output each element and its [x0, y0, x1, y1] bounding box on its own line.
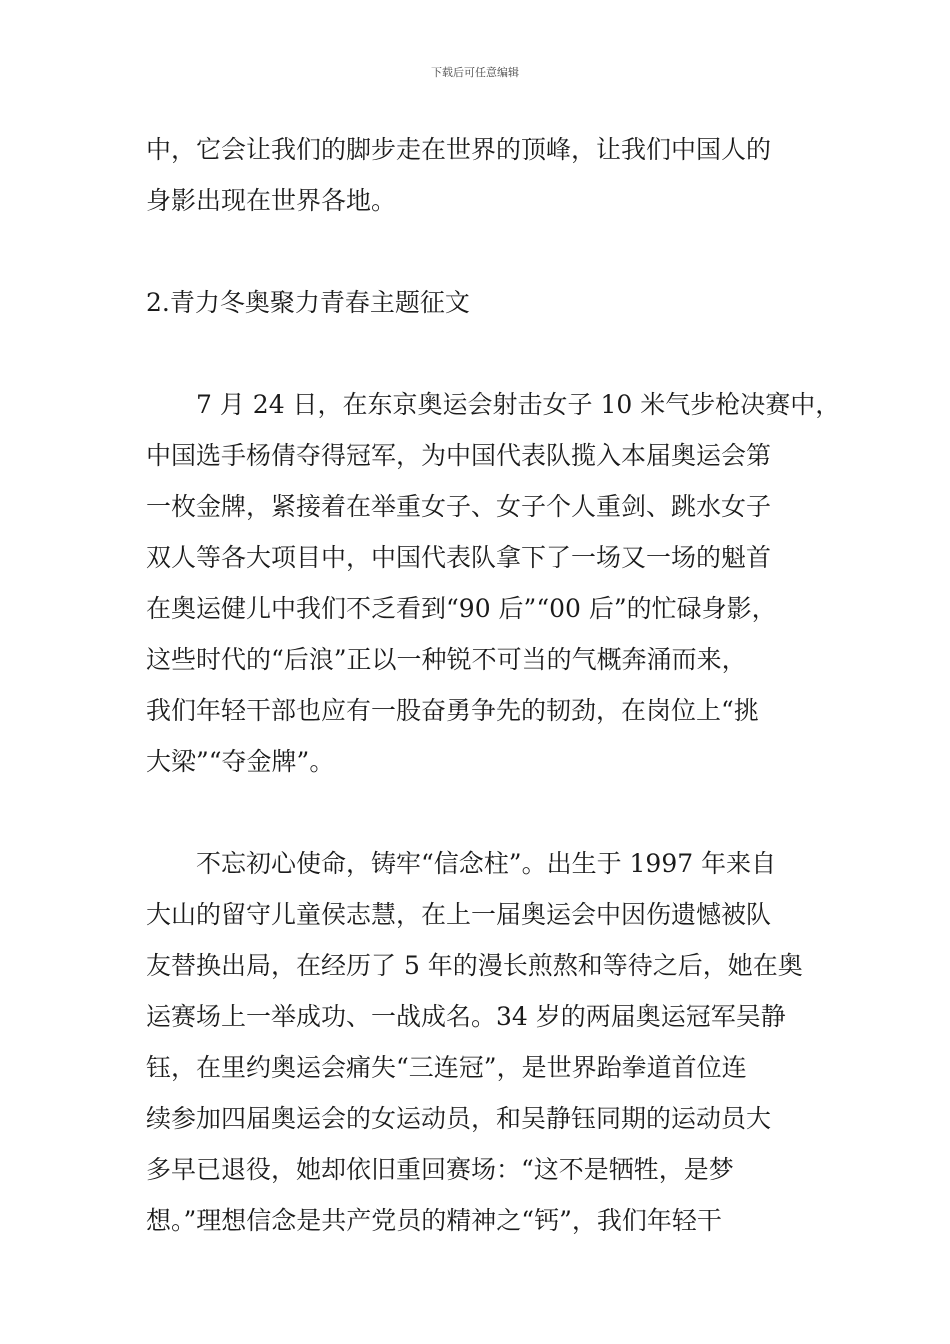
text-line: 7 月 24 日，在东京奥运会射击女子 10 米气步枪决赛中， [196, 390, 841, 419]
paragraph-gap [146, 226, 816, 277]
text-line: 大梁”“夺金牌”。 [146, 747, 335, 776]
page-header: 下载后可任意编辑 [431, 66, 519, 79]
section-heading [146, 277, 816, 328]
document-body [146, 124, 841, 1246]
text-line: 身影出现在世界各地。 [146, 186, 397, 215]
text-line: 多早已退役，她却依旧重回赛场：“这不是牺牲，是梦 [146, 1155, 734, 1184]
text-line: 双人等各大项目中，中国代表队拿下了一场又一场的魁首 [146, 543, 772, 572]
text-line: 中，它会让我们的脚步走在世界的顶峰，让我们中国人的 [146, 135, 772, 164]
paragraph-gap [146, 787, 816, 838]
heading-line: 2.青力冬奥聚力青春主题征文 [146, 288, 470, 317]
text-line: 想。”理想信念是共产党员的精神之“钙”，我们年轻干 [146, 1206, 722, 1235]
text-line: 大山的留守儿童侯志慧，在上一届奥运会中因伤遗憾被队 [146, 900, 772, 929]
text-line: 一枚金牌，紧接着在举重女子、女子个人重剑、跳水女子 [146, 492, 772, 521]
paragraph-continuation [146, 124, 816, 226]
paragraph-faith [146, 838, 816, 1246]
text-line: 中国选手杨倩夺得冠军，为中国代表队揽入本届奥运会第 [146, 441, 772, 470]
text-line: 我们年轻干部也应有一股奋勇争先的韧劲，在岗位上“挑 [146, 696, 759, 725]
paragraph-gap [146, 328, 816, 379]
text-line: 友替换出局，在经历了 5 年的漫长煎熬和等待之后，她在奥 [146, 951, 803, 980]
text-line: 钰，在里约奥运会痛失“三连冠”，是世界跆拳道首位连 [146, 1053, 747, 1082]
text-line: 运赛场上一举成功、一战成名。34 岁的两届奥运冠军吴静 [146, 1002, 786, 1031]
text-line: 这些时代的“后浪”正以一种锐不可当的气概奔涌而来， [146, 645, 747, 674]
paragraph-olympics [146, 379, 841, 787]
text-line: 续参加四届奥运会的女运动员，和吴静钰同期的运动员大 [146, 1104, 772, 1133]
text-line: 不忘初心使命，铸牢“信念柱”。出生于 1997 年来自 [196, 849, 777, 878]
text-line: 在奥运健儿中我们不乏看到“90 后”“00 后”的忙碌身影， [146, 594, 777, 623]
